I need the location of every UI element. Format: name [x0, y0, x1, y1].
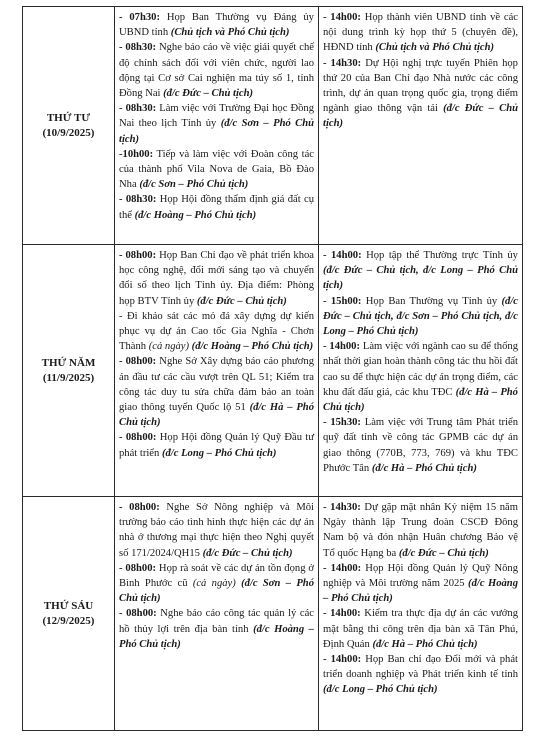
- entry-text: Họp Ban chỉ đạo Đổi mới và phát triển doanh nghiệp và Phát triển kinh tế tỉnh: [323, 654, 518, 681]
- schedule-row-friday: [23, 497, 523, 731]
- day-name: THỨ TƯ: [46, 112, 91, 124]
- schedule-entry: [323, 10, 518, 56]
- entry-time: - 08h00:: [119, 432, 157, 444]
- schedule-entry: [119, 309, 314, 355]
- entry-time: - 14h30:: [323, 502, 361, 513]
- day-cell: [23, 497, 115, 731]
- schedule-entry: [323, 652, 518, 698]
- entry-text: Tiếp và làm việc với Đoàn công tác của thành phố Vila Nova de Gaia, Bồ Đào Nha: [119, 148, 314, 191]
- entry-text: Nghe Sở Nông nghiệp và Môi trường báo cáo tình hình thực hiện các dự án nhà ở thương mại thực hiện theo Nghị quyết số 171/2024/QH15: [119, 502, 314, 559]
- entry-text: Dự gặp mặt nhân Kỷ niệm 15 năm Ngày thành lập Trung đoàn CSCĐ Đông Nam bộ và đón nhận Huân chương Bảo vệ Tổ quốc Hạng ba: [323, 502, 518, 559]
- entry-time: - 15h30:: [323, 417, 361, 429]
- day-name: THỨ NĂM: [41, 357, 96, 369]
- schedule-body: [23, 7, 523, 731]
- entry-attendees: (đ/c Hà – Phó Chủ tịch): [372, 638, 478, 650]
- schedule-entry: [119, 147, 314, 193]
- entry-text: Làm việc với ngành cao su để thống nhất thời gian hoàn thành công tác thu hồi đất cao su để thực hiện các dự án trọng điểm, các khu đất đấu giá, các khu TĐC: [323, 341, 518, 398]
- schedule-entry: [119, 192, 314, 222]
- schedule-entry: [119, 101, 314, 147]
- entry-attendees: (đ/c Đức – Chủ tịch): [163, 88, 254, 100]
- entry-time: - 08h30:: [119, 194, 157, 206]
- entry-text: Nghe Sở Xây dựng báo cáo phương án đầu tư các cầu vượt trên QL 51; Kiểm tra công tác duy tu sửa chữa đảm bảo an toàn giao thông tuyến Quốc lộ 51: [119, 356, 314, 414]
- schedule-entry: [119, 248, 314, 309]
- schedule-entry: [323, 561, 518, 607]
- entry-time: - 14h00:: [323, 250, 362, 261]
- day-date: (10/9/2025): [42, 127, 95, 139]
- schedule-entry: [323, 248, 518, 294]
- entry-time: - 08h30:: [119, 42, 157, 54]
- entry-text: Họp Ban Thường vụ Đảng ủy UBND tỉnh: [119, 12, 314, 39]
- entry-time: - 08h00:: [119, 356, 157, 368]
- morning-cell: [115, 7, 319, 245]
- schedule-entry: [323, 500, 518, 561]
- entry-time: -10h00:: [119, 148, 154, 160]
- entry-attendees: (đ/c Đức – Chủ tịch): [323, 103, 518, 130]
- entry-attendees: (đ/c Sơn – Phó Chủ tịch): [139, 179, 249, 191]
- entry-time: - 14h00:: [323, 654, 362, 666]
- entry-text: Họp tập thể Thường trực Tỉnh ủy: [361, 250, 518, 261]
- entry-attendees: (đ/c Đức – Chủ tịch): [196, 295, 287, 307]
- entry-text: Kiểm tra thực địa dự án các vướng mặt bằng thi công trên địa bàn xã Tân Phú, Định Quán: [323, 608, 518, 650]
- schedule-row-wednesday: [23, 7, 523, 245]
- schedule-entry: [323, 56, 518, 132]
- entry-time: - 08h00:: [119, 608, 157, 620]
- schedule-entry: [323, 339, 518, 415]
- entry-attendees: (đ/c Sơn – Phó Chủ tịch): [119, 118, 314, 145]
- entry-text: Nghe báo cáo công tác quản lý các hồ thủy lợi trên địa bàn tỉnh: [119, 608, 314, 635]
- weekly-schedule-table: [22, 6, 523, 731]
- entry-attendees: (đ/c Hà – Phó Chủ tịch): [119, 402, 314, 429]
- entry-attendees: (đ/c Đức – Chủ tịch): [202, 547, 293, 559]
- entry-attendees: (Chủ tịch và Phó Chủ tịch): [170, 27, 290, 39]
- morning-cell: [115, 497, 319, 731]
- morning-cell: [115, 245, 319, 497]
- day-date: (12/9/2025): [42, 615, 95, 627]
- schedule-entry: [119, 354, 314, 430]
- entry-attendees: (đ/c Long – Phó Chủ tịch): [323, 684, 438, 696]
- entry-time: - 14h00:: [323, 608, 361, 620]
- entry-attendees: (đ/c Đức – Chủ tịch, đ/c Sơn – Phó Chủ tịch, đ/c Long – Phó Chủ tịch): [323, 295, 518, 338]
- schedule-entry: [119, 500, 314, 561]
- entry-attendees: (đ/c Hoàng – Phó Chủ tịch): [189, 341, 314, 353]
- schedule-row-thursday: [23, 245, 523, 497]
- entry-note: (cả ngày): [192, 578, 236, 590]
- entry-time: - 08h00:: [119, 562, 157, 574]
- day-cell: [23, 7, 115, 245]
- entry-time: - 08h30:: [119, 103, 157, 115]
- entry-text: Họp Hội đồng thẩm định giá đất cụ thể: [119, 194, 314, 221]
- entry-time: - 07h30:: [119, 12, 160, 23]
- entry-time: - 14h30:: [323, 57, 362, 69]
- entry-attendees: (đ/c Hoàng – Phó Chủ tịch): [323, 578, 518, 605]
- entry-attendees: (đ/c Hoàng – Phó Chủ tịch): [134, 209, 257, 221]
- entry-attendees: (đ/c Hà – Phó Chủ tịch): [371, 462, 477, 474]
- entry-attendees: (đ/c Hà – Phó Chủ tịch): [323, 386, 518, 414]
- entry-text: Làm việc với Trường Đại học Đồng Nai theo lịch Tỉnh ủy: [119, 103, 314, 130]
- schedule-entry: [119, 40, 314, 101]
- day-name: THỨ SÁU: [43, 600, 94, 612]
- entry-text: Dự Hội nghị trực tuyến Phiên họp thứ 20 của Ban Chỉ đạo Nhà nước các công trình, dự án quan trọng quốc gia, trọng điểm ngành giao thông vận tải: [323, 57, 518, 115]
- schedule-entry: [119, 606, 314, 652]
- entry-text: Họp thành viên UBND tỉnh về các nội dung trình kỳ họp thứ 5 (chuyên đề), HĐND tỉnh: [323, 12, 518, 54]
- day-date: (11/9/2025): [42, 372, 95, 384]
- schedule-entry: [119, 10, 314, 40]
- entry-text: Nghe báo cáo về việc giải quyết chế độ chính sách đối với viên chức, người lao động tại Cơ sở Cai nghiện ma túy số 1, tỉnh Đồng Nai: [119, 42, 314, 100]
- day-cell: [23, 245, 115, 497]
- entry-text: Họp Ban Chỉ đạo về phát triển khoa học công nghệ, đổi mới sáng tạo và chuyển đổi số theo lịch Tỉnh ủy. Địa điểm: Phòng họp BTV Tỉnh ủy: [119, 250, 314, 307]
- afternoon-cell: [319, 245, 523, 497]
- entry-text: - Đi khảo sát các mỏ đá xây dựng dự kiến phục vụ dự án Cao tốc Gia Nghĩa - Chơn Thành: [119, 310, 314, 353]
- entry-attendees: (đ/c Đức – Chủ tịch, đ/c Long – Phó Chủ tịch): [323, 265, 518, 292]
- entry-text: Họp Ban Thường vụ Tỉnh ủy: [361, 295, 502, 307]
- afternoon-cell: [319, 7, 523, 245]
- entry-time: - 08h00:: [119, 502, 160, 513]
- entry-note: (cả ngày): [148, 341, 190, 353]
- entry-text: Họp Hội đồng Quản lý Quỹ Đầu tư phát triển: [119, 432, 314, 459]
- afternoon-cell: [319, 497, 523, 731]
- schedule-entry: [323, 294, 518, 340]
- entry-time: - 15h00:: [323, 295, 362, 307]
- entry-text: Họp Hội đồng Quản lý Quỹ Nông nghiệp và Môi trường năm 2025: [323, 562, 518, 590]
- entry-attendees: (đ/c Đức – Chủ tịch): [398, 547, 489, 559]
- schedule-entry: [323, 415, 518, 476]
- entry-text: Làm việc với Trung tâm Phát triển quỹ đất tỉnh về công tác GPMB các dự án giao thông (770B, 773, 769) và khu TĐC Phước Tân: [323, 417, 518, 474]
- entry-time: - 08h00:: [119, 250, 157, 261]
- schedule-entry: [119, 430, 314, 460]
- entry-time: - 14h00:: [323, 12, 361, 23]
- entry-time: - 14h00:: [323, 341, 361, 353]
- entry-attendees: (đ/c Hoàng – Phó Chủ tịch): [119, 623, 314, 650]
- schedule-entry: [119, 561, 314, 607]
- schedule-entry: [323, 606, 518, 652]
- entry-attendees: (Chủ tịch và Phó Chủ tịch): [375, 42, 495, 54]
- entry-attendees: (đ/c Long – Phó Chủ tịch): [161, 447, 277, 459]
- entry-time: - 14h00:: [323, 562, 362, 574]
- entry-attendees: (đ/c Sơn – Phó Chủ tịch): [119, 578, 314, 605]
- entry-text: Họp rà soát về các dự án tồn đọng ở Bình Phước cũ: [119, 562, 314, 590]
